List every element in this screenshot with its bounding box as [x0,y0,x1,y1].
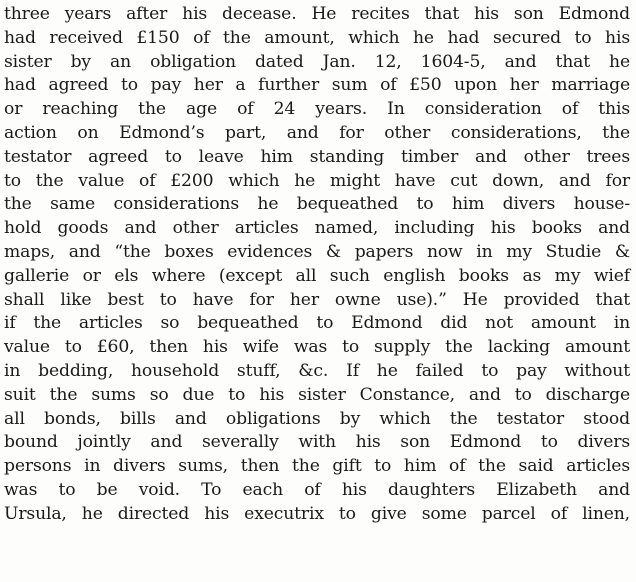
text-line: bound jointly and severally with his son Edmond to divers [4,432,630,453]
text-line: maps, and “the boxes evidences & papers now in my Studie & [4,241,630,262]
text-line: or reaching the age of 24 years. In consideration of this [4,99,630,120]
text-line: persons in divers sums, then the gift to him of the said articles [4,456,630,477]
text-line: Ursula, he directed his executrix to give some parcel of linen, [4,503,630,524]
body-text [4,3,630,527]
text-line: had received £150 of the amount, which he had secured to his [4,27,630,48]
text-line: the same considerations he bequeathed to him divers house- [4,194,630,215]
text-line: action on Edmond’s part, and for other considerations, the [4,122,630,143]
text-line: had agreed to pay her a further sum of £50 upon her marriage [4,75,630,96]
text-line: shall like best to have for her owne use).” He provided that [4,289,630,310]
text-line: if the articles so bequeathed to Edmond did not amount in [4,313,630,334]
text-line: was to be void. To each of his daughters Elizabeth and [4,479,630,500]
text-line: value to £60, then his wife was to supply the lacking amount [4,337,630,358]
text-line: suit the sums so due to his sister Constance, and to discharge [4,384,630,405]
text-line: to the value of £200 which he might have cut down, and for [4,170,630,191]
text-line: three years after his decease. He recites that his son Edmond [4,4,630,24]
text-line: testator agreed to leave him standing timber and other trees [4,146,630,167]
text-line: sister by an obligation dated Jan. 12, 1604-5, and that he [4,51,630,72]
text-line: in bedding, household stuff, &c. If he failed to pay without [4,360,630,381]
text-line: gallerie or els where (except all such english books as my wief [4,265,630,286]
text-line: hold goods and other articles named, including his books and [4,218,630,239]
text-line: all bonds, bills and obligations by which the testator stood [4,408,630,429]
